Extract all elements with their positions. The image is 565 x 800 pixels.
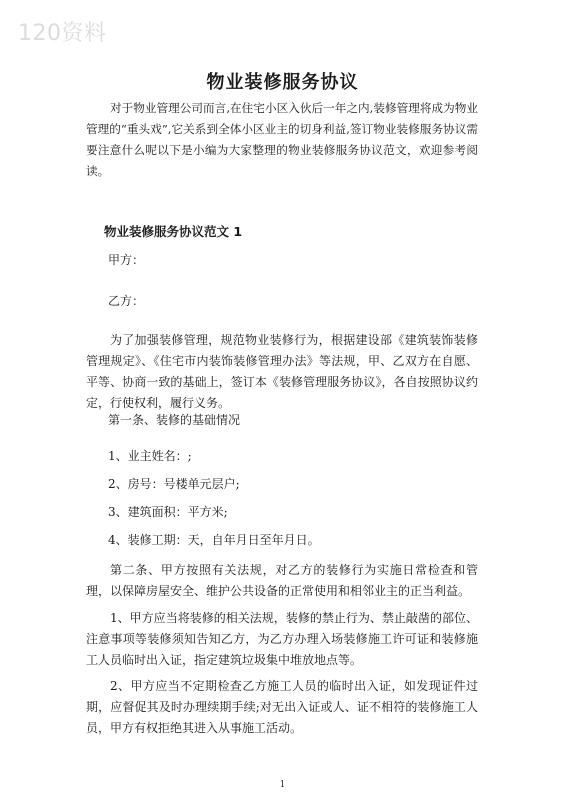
item-room-number: 2、房号：号楼单元层户; [108,477,240,491]
purpose-paragraph: 为了加强装修管理，规范物业装修行为，根据建设部《建筑装饰装修管理规定》、《住宅市内装饰装修管理办法》等法规，甲、乙双方在自愿、平等、协商一致的基础上，签订本《装修管理服务协议》，各自按照协议约定，行使权利，履行义务。 [86,333,478,410]
item-building-area: 3、建筑面积：平方米; [108,505,228,519]
intro-paragraph: 对于物业管理公司而言,在住宅小区入伙后一年之内,装修管理将成为物业管理的“重头戏”,它关系到全体小区业主的切身利益,签订物业装修服务协议需要注意什么呢以下是小编为大家整理的物业装修服务协议范文，欢迎参考阅读。 [86,101,478,178]
page-number: 1 [279,780,286,790]
item-owner-name: 1、业主姓名：; [108,449,192,463]
watermark: 120资料 [18,21,107,46]
party-b-line: 乙方： [108,294,145,308]
article-2-paragraph: 第二条、甲方按照有关法规，对乙方的装修行为实施日常检查和管理，以保障房屋安全、维护公共设备的正常使用和相邻业主的正当利益。 [86,563,478,598]
clause-2-paragraph: 2、甲方应当不定期检查乙方施工人员的临时出入证，如发现证件过期，应督促其及时办理续期手续;对无出入证或人、证不相符的装修施工人员，甲方有权拒绝其进入从事施工活动。 [86,679,478,735]
section-subtitle: 物业装修服务协议范文 1 [104,224,243,239]
clause-1-paragraph: 1、甲方应当将装修的相关法规，装修的禁止行为、禁止敲凿的部位、注意事项等装修须知告知乙方，为乙方办理入场装修施工许可证和装修施工人员临时出入证，指定建筑垃圾集中堆放地点等。 [86,611,478,667]
item-construction-period: 4、装修工期：天，自年月日至年月日。 [108,533,320,547]
party-a-line: 甲方： [108,253,145,267]
page-title: 物业装修服务协议 [206,72,359,93]
article-1-heading: 第一条、装修的基础情况 [108,413,241,427]
